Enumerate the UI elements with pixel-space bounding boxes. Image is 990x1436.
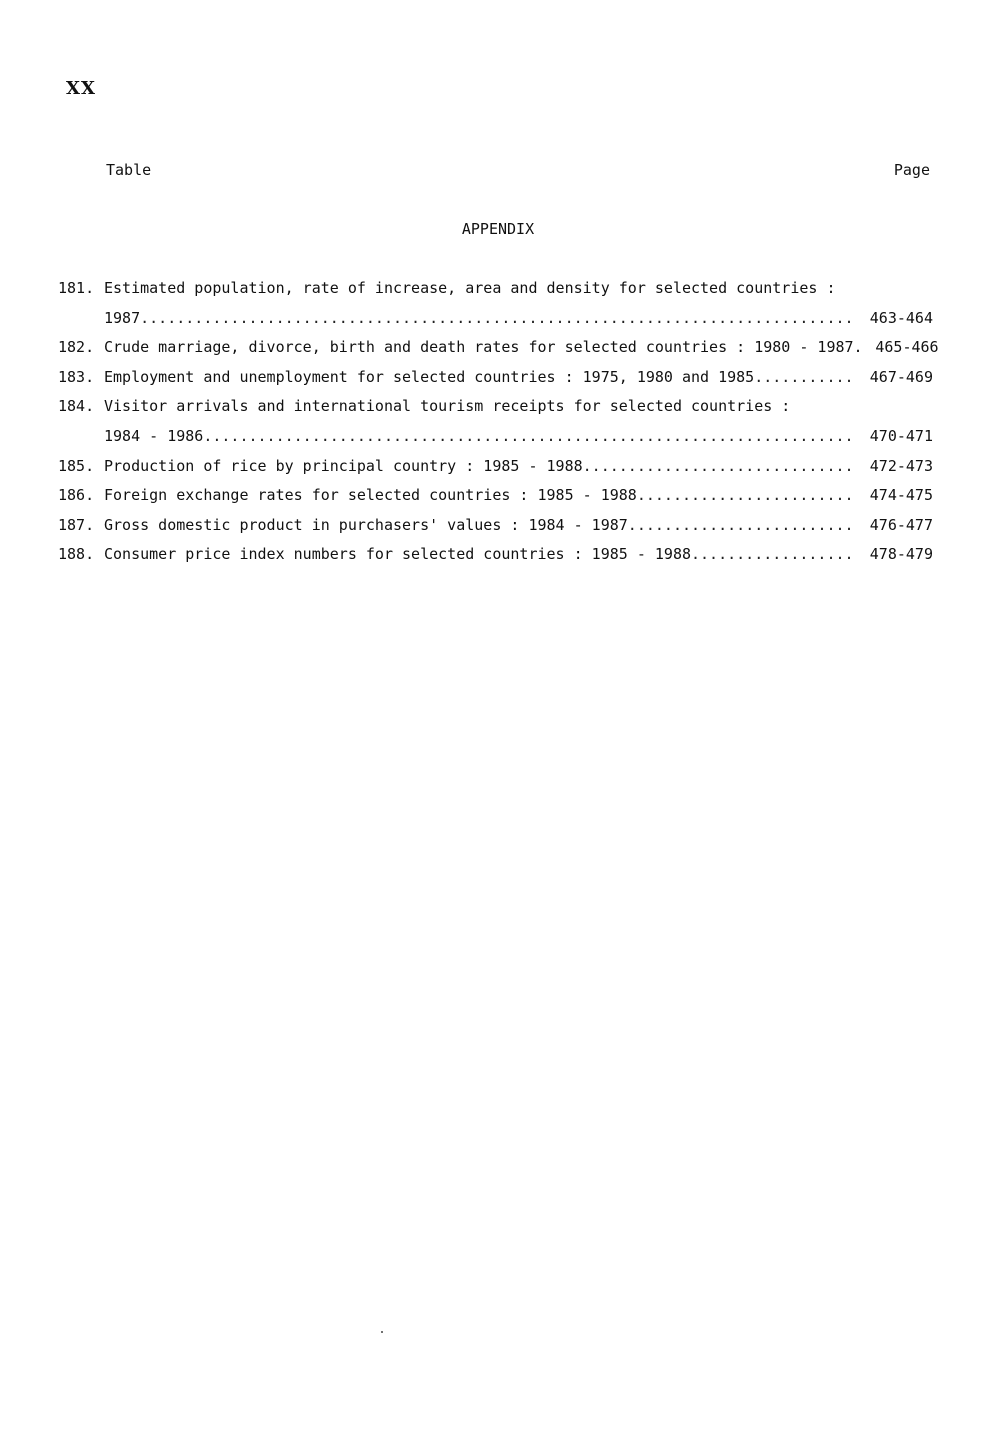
dot-leader [583, 456, 853, 476]
toc-entry-181-line-1 [58, 278, 933, 308]
entry-number: 181. [58, 279, 95, 297]
dot-leader [628, 515, 853, 535]
entry-title: Estimated population, rate of increase, area and density for selected countries : [104, 279, 836, 297]
toc-entry-183[interactable] [58, 367, 933, 397]
toc-entry-181-line-2[interactable] [58, 308, 933, 338]
dot-leader [140, 308, 853, 328]
dot-leader [203, 426, 853, 446]
entry-pages: 467-469 [869, 367, 933, 386]
page-number: XX [66, 78, 96, 99]
entry-number: 182. [58, 338, 95, 357]
toc-entry-188[interactable] [58, 544, 933, 574]
entry-title: Foreign exchange rates for selected countries : 1985 - 1988 [104, 486, 637, 505]
entry-title: Production of rice by principal country : 1985 - 1988 [104, 456, 583, 475]
entry-number: 184. [58, 397, 95, 416]
entry-title: Consumer price index numbers for selected countries : 1985 - 1988 [104, 545, 691, 564]
toc-entry-187[interactable] [58, 515, 933, 545]
toc-entry-184-line-2[interactable] [58, 426, 933, 456]
entry-number: 185. [58, 456, 95, 475]
entry-pages: 465-466 [875, 338, 939, 357]
dot-leader [691, 544, 853, 564]
toc-entry-184-line-1 [58, 396, 933, 426]
entry-title-continuation: 1987 [104, 308, 141, 327]
dot-leader [637, 485, 853, 505]
entry-pages: 472-473 [869, 456, 933, 475]
entry-number: 188. [58, 545, 95, 564]
entry-title: Visitor arrivals and international tourism receipts for selected countries : [104, 397, 791, 416]
entry-number: 183. [58, 367, 95, 386]
entry-number: 187. [58, 515, 95, 534]
entry-number: 186. [58, 486, 95, 505]
entry-pages: 463-464 [869, 308, 933, 327]
entry-title: Crude marriage, divorce, birth and death rates for selected countries : 1980 - 1987. [104, 338, 863, 357]
entry-pages: 474-475 [869, 486, 933, 505]
table-of-contents [58, 278, 939, 574]
scan-speck [381, 1331, 383, 1333]
table-column-header: Table [106, 161, 152, 179]
entry-title: Gross domestic product in purchasers' values : 1984 - 1987 [104, 515, 628, 534]
toc-entry-185[interactable] [58, 456, 933, 486]
dot-leader [754, 367, 853, 387]
toc-entry-186[interactable] [58, 485, 933, 515]
entry-pages: 478-479 [869, 545, 933, 564]
page-column-header: Page [893, 161, 930, 179]
entry-pages: 476-477 [869, 515, 933, 534]
entry-pages: 470-471 [869, 426, 933, 445]
entry-title-continuation: 1984 - 1986 [104, 426, 204, 445]
toc-entry-182[interactable] [58, 337, 939, 367]
entry-title: Employment and unemployment for selected countries : 1975, 1980 and 1985 [104, 367, 755, 386]
section-title: APPENDIX [461, 220, 535, 238]
